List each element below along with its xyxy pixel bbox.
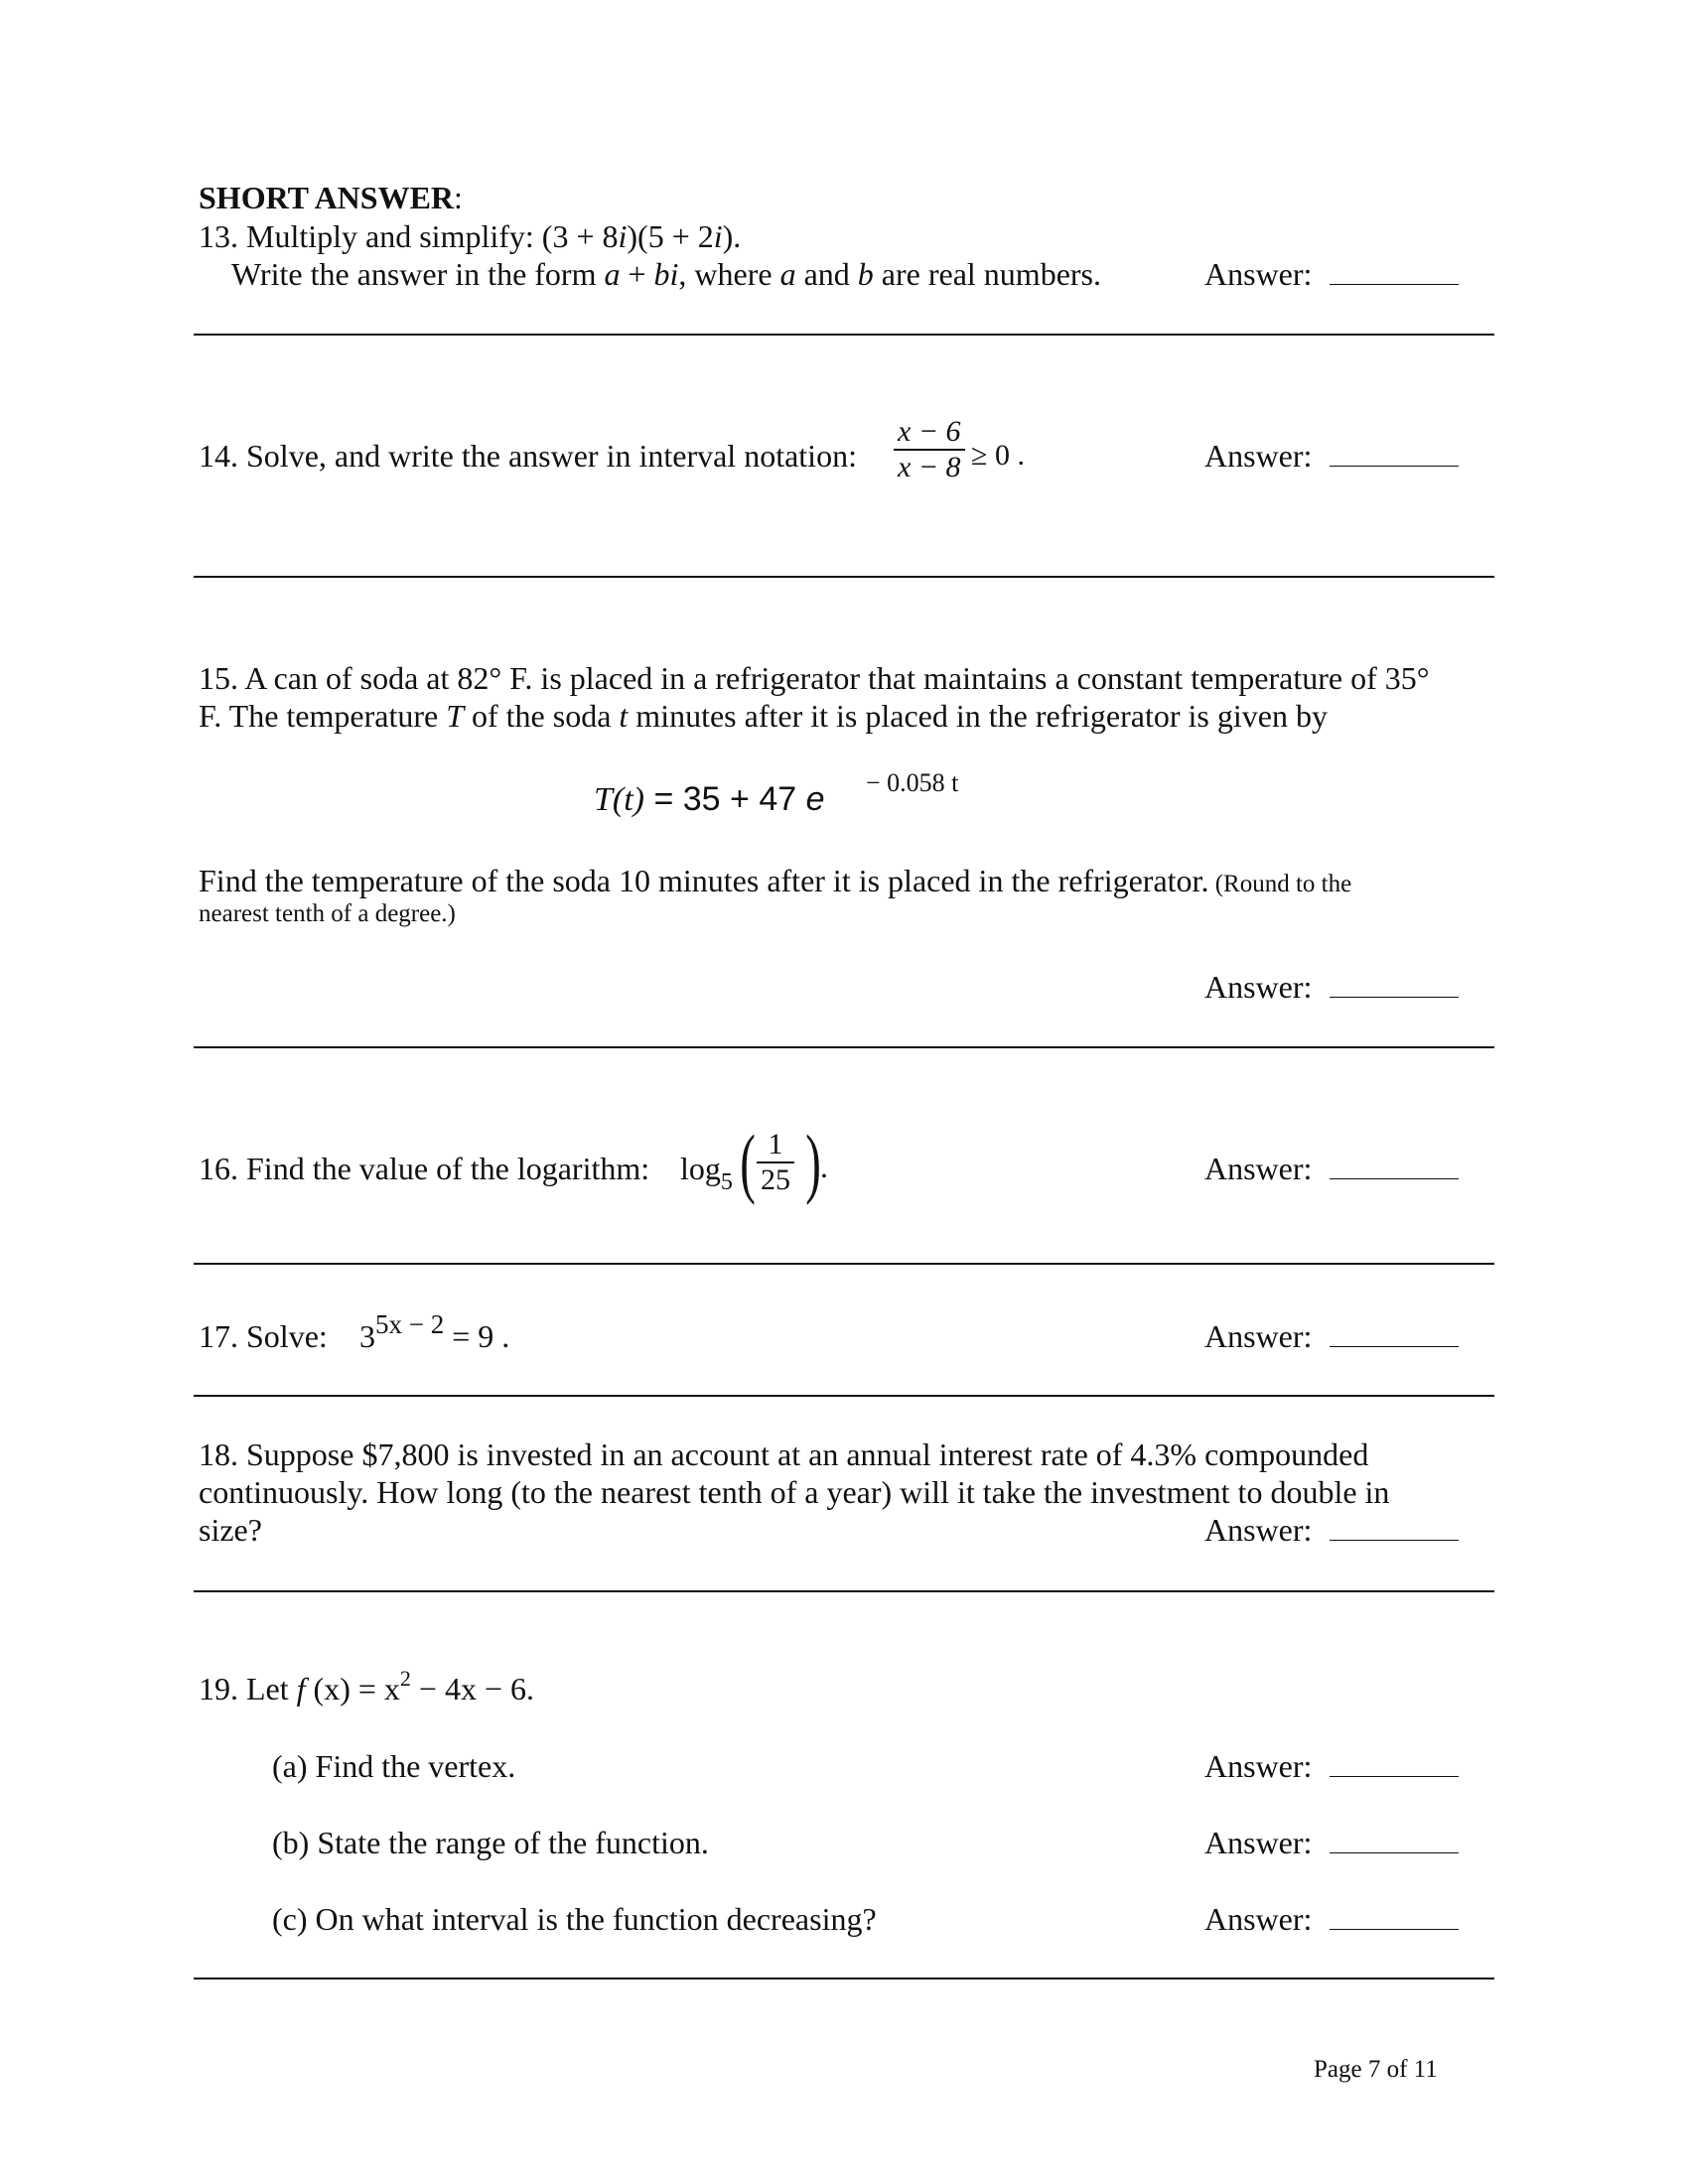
q15-line3 [199, 862, 1351, 899]
q19c-answer-field[interactable] [1204, 1900, 1459, 1938]
q14-relation: ≥ 0 . [971, 439, 1025, 472]
q15-l2c: minutes after it is placed in the refrigerator is given by [628, 698, 1328, 734]
q13-b: b [857, 256, 874, 292]
q15-formula-exponent: − 0.058 t [866, 768, 959, 797]
left-paren: ( [740, 1119, 756, 1205]
divider [194, 1395, 1494, 1397]
answer-label: Answer: [1204, 1825, 1313, 1860]
q19-part-c: (c) On what interval is the function decreasing? [272, 1901, 877, 1937]
q15-formula [594, 780, 825, 819]
q14-denominator [894, 451, 965, 484]
q13-plus: + [620, 256, 654, 292]
q13-l1-mid: )(5 + 2 [627, 218, 714, 254]
q19-text [199, 1666, 534, 1711]
q13-l2c: and [795, 256, 858, 292]
q16-log-word: log [680, 1151, 721, 1186]
q13-a2: a [779, 256, 796, 292]
answer-label: Answer: [1204, 1512, 1313, 1548]
q19-end: − 4x − 6. [410, 1671, 534, 1706]
q18-line1: 18. Suppose $7,800 is invested in an account at an annual interest rate of 4.3% compounded [199, 1436, 1369, 1472]
divider [194, 1590, 1494, 1592]
q16-end: . [820, 1149, 828, 1184]
q15-formula-rhs: = 35 + 47 [644, 780, 806, 818]
q13-line2 [231, 255, 1101, 293]
section-title-colon: : [454, 180, 463, 215]
q15-line2 [199, 697, 1328, 735]
q17-base: 3 [359, 1318, 375, 1354]
q15-l3: Find the temperature of the soda 10 minutes after it is placed in the refrigerator. [199, 863, 1209, 898]
q14-denominator-text: x − 8 [898, 451, 961, 483]
q16-text: 16. Find the value of the logarithm: [199, 1151, 650, 1186]
q19-prefix: 19. Let [199, 1671, 297, 1706]
q19-part-b: (b) State the range of the function. [272, 1825, 709, 1860]
q15-t: t [619, 698, 629, 734]
divider [194, 1263, 1494, 1265]
q14-answer-field[interactable] [1204, 437, 1459, 475]
q15-answer-field[interactable] [1204, 968, 1459, 1006]
q13-i1: i [618, 218, 628, 254]
q19-f: f [296, 1671, 306, 1706]
q15-formula-lhs: T(t) [594, 781, 644, 818]
q15-line1: 15. A can of soda at 82° F. is placed in a refrigerator that maintains a constant temperature of 35° [199, 660, 1430, 696]
q16-log [680, 1150, 733, 1195]
q19-part-a: (a) Find the vertex. [272, 1748, 516, 1784]
q15-l2a: F. The temperature [199, 698, 447, 734]
answer-label: Answer: [1204, 1748, 1313, 1784]
q18-line3: size? [199, 1512, 262, 1548]
answer-label: Answer: [1204, 1151, 1313, 1186]
q17-exponent: 5x − 2 [375, 1309, 445, 1339]
q14-numerator [894, 415, 965, 451]
q15-formula-e: e [805, 780, 825, 818]
q15-T: T [446, 698, 464, 734]
divider [194, 334, 1494, 336]
page-number: Page 7 of 11 [1314, 2056, 1438, 2083]
q16-base: 5 [720, 1169, 733, 1195]
q14-fraction [894, 415, 965, 484]
answer-blank[interactable] [1330, 1153, 1459, 1179]
q13-l2b: , where [678, 256, 780, 292]
q17-text: 17. Solve: [199, 1318, 328, 1354]
answer-blank[interactable] [1330, 1827, 1459, 1853]
q17-answer-field[interactable] [1204, 1317, 1459, 1355]
q14-numerator-text: x − 6 [898, 415, 961, 448]
q19b-answer-field[interactable] [1204, 1824, 1459, 1861]
answer-label: Answer: [1204, 969, 1313, 1005]
q17-equation [359, 1309, 510, 1357]
q18-answer-field[interactable] [1204, 1511, 1459, 1549]
q13-l2a: Write the answer in the form [231, 256, 605, 292]
q13-answer-field[interactable] [1204, 255, 1459, 293]
q13-i2: i [713, 218, 723, 254]
q16-numerator: 1 [757, 1128, 794, 1163]
q16-denominator: 25 [761, 1163, 790, 1196]
answer-blank[interactable] [1330, 1514, 1459, 1541]
q13-line1 [199, 217, 741, 255]
answer-blank[interactable] [1330, 258, 1459, 285]
q17-rhs: = 9 . [444, 1318, 510, 1354]
answer-blank[interactable] [1330, 1320, 1459, 1347]
section-title [199, 179, 463, 216]
right-paren: ) [805, 1119, 821, 1205]
section-title-bold: SHORT ANSWER [199, 180, 455, 215]
q13-l2d: are real numbers. [873, 256, 1101, 292]
q14-text: 14. Solve, and write the answer in interval notation: [199, 438, 857, 474]
q19a-answer-field[interactable] [1204, 1747, 1459, 1785]
q16-fraction [757, 1128, 794, 1197]
answer-label: Answer: [1204, 1318, 1313, 1354]
answer-blank[interactable] [1330, 1903, 1459, 1930]
q15-note2: nearest tenth of a degree.) [199, 900, 456, 927]
q13-l1-end: ). [722, 218, 742, 254]
q13-a: a [604, 256, 621, 292]
answer-label: Answer: [1204, 256, 1313, 292]
answer-blank[interactable] [1330, 440, 1459, 467]
divider [194, 576, 1494, 578]
divider [194, 1046, 1494, 1048]
q15-l2b: of the soda [464, 698, 620, 734]
q19-mid: (x) = x [305, 1671, 400, 1706]
q16-answer-field[interactable] [1204, 1150, 1459, 1187]
q15-note1: (Round to the [1208, 871, 1352, 897]
q13-l1-prefix: 13. Multiply and simplify: (3 + 8 [199, 218, 619, 254]
q19-sup: 2 [399, 1666, 411, 1691]
q18-line2: continuously. How long (to the nearest tenth of a year) will it take the investment to double in [199, 1474, 1390, 1510]
q13-bi: bi [653, 256, 679, 292]
answer-label: Answer: [1204, 438, 1313, 474]
answer-blank[interactable] [1330, 1750, 1459, 1777]
answer-blank[interactable] [1330, 971, 1459, 998]
divider [194, 1978, 1494, 1979]
answer-label: Answer: [1204, 1901, 1313, 1937]
